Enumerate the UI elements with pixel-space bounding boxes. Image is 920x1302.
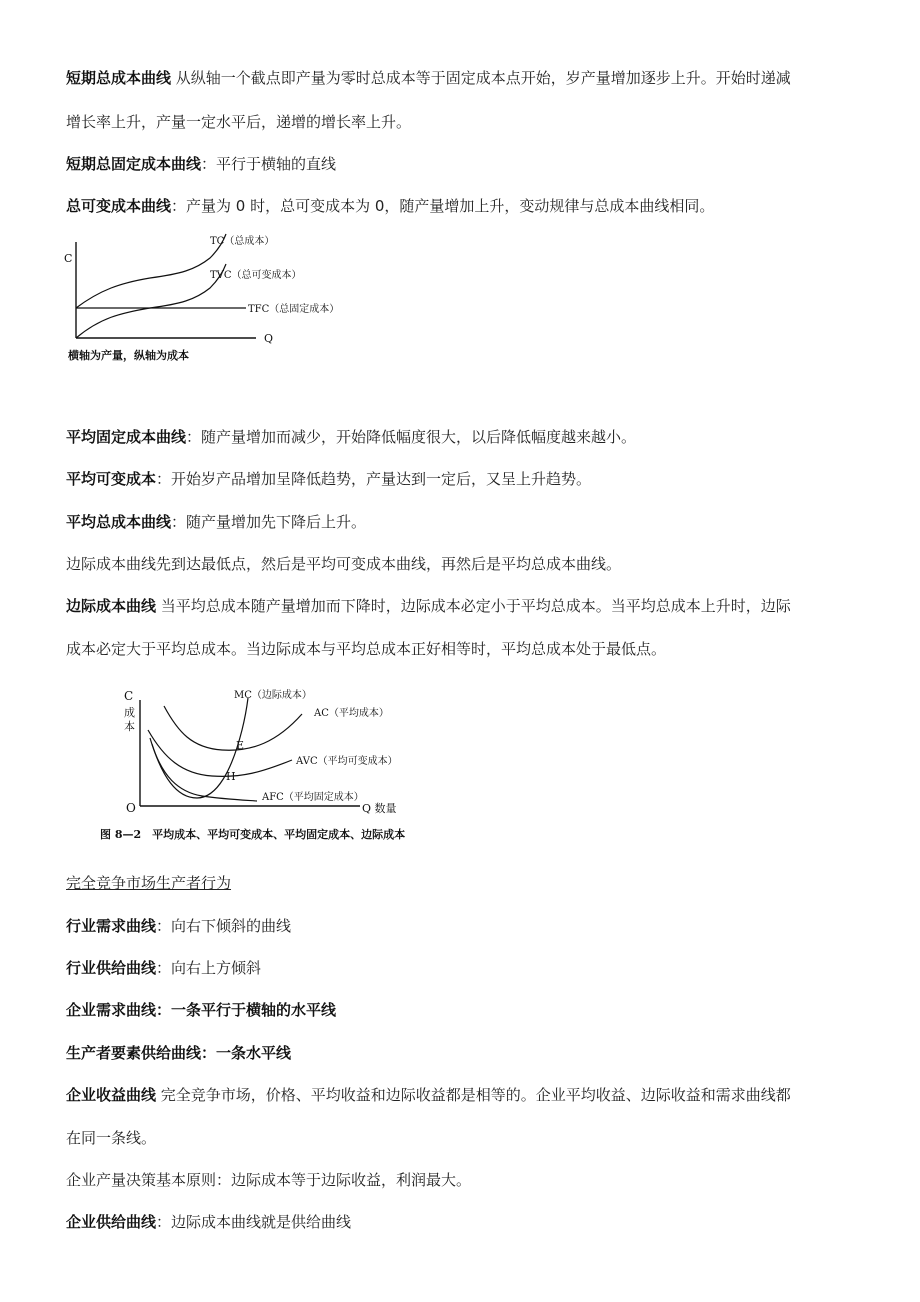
mc-text2: 成本必定大于平均总成本。当边际成本与平均总成本正好相等时，平均总成本处于最低点。 — [66, 640, 667, 658]
mc-order-text: 边际成本曲线先到达最低点，然后是平均可变成本曲线，再然后是平均总成本曲线。 — [66, 555, 622, 573]
fig2-ac-label: AC（平均成本） — [314, 708, 389, 719]
atc-text: ：随产量增加先下降后上升。 — [171, 513, 367, 531]
mc-text1: 当平均总成本随产量增加而下降时，边际成本必定小于平均总成本。当平均总成本上升时，边际 — [160, 597, 791, 615]
fig1-caption: 横轴为产量，纵轴为成本 — [68, 349, 189, 362]
avc-term: 平均可变成本 — [66, 470, 157, 488]
fig2-y-label-2: 本 — [124, 720, 135, 733]
stfc-paragraph — [66, 153, 336, 174]
firm-supply-text: ：边际成本曲线就是供给曲线 — [156, 1213, 352, 1231]
mc-paragraph-line1 — [66, 595, 791, 616]
atc-term: 平均总成本曲线 — [66, 513, 172, 531]
fig2-point-h: H — [226, 770, 236, 783]
firm-supply-term: 企业供给曲线 — [66, 1213, 157, 1231]
average-cost-figure — [92, 680, 432, 846]
fig2-afc-label: AFC（平均固定成本） — [262, 792, 364, 803]
fig2-y-label-1: 成 — [124, 706, 135, 719]
afc-curve — [152, 744, 257, 801]
fig2-point-e: E — [236, 739, 245, 752]
fig1-y-label: C — [64, 252, 73, 265]
mc-order-paragraph — [66, 553, 621, 574]
industry-supply-text: ：向右上方倾斜 — [156, 959, 262, 977]
average-cost-diagram — [92, 680, 432, 846]
tc-curve — [76, 234, 226, 308]
firm-demand-paragraph: 企业需求曲线：一条平行于横轴的水平线 — [66, 1001, 337, 1019]
atc-paragraph — [66, 511, 366, 532]
tvc-paragraph — [66, 195, 714, 216]
fig2-caption: 图 8—2 平均成本、平均可变成本、平均固定成本、边际成本 — [100, 828, 406, 841]
mc-paragraph-line2 — [66, 638, 666, 659]
afc-term: 平均固定成本曲线 — [66, 428, 187, 446]
fig2-x-label: Q 数量 — [362, 802, 397, 815]
revenue-paragraph-line2 — [66, 1127, 156, 1148]
mc-term: 边际成本曲线 — [66, 597, 157, 615]
mc-curve — [150, 698, 248, 798]
tvc-term: 总可变成本曲线 — [66, 197, 172, 215]
afc-paragraph — [66, 426, 636, 447]
stc-text1: 从纵轴一个截点即产量为零时总成本等于固定成本点开始，岁产量增加逐步上升。开始时递减 — [175, 69, 791, 87]
avc-curve — [148, 730, 292, 776]
fig2-mc-label: MC（边际成本） — [234, 690, 312, 701]
revenue-text2: 在同一条线。 — [66, 1129, 157, 1147]
avc-paragraph — [66, 468, 591, 489]
ac-curve — [164, 706, 302, 750]
tvc-text: ：产量为 0 时，总可变成本为 0，随产量增加上升，变动规律与总成本曲线相同。 — [171, 197, 715, 215]
fig1-tc-label: TC（总成本） — [210, 236, 275, 247]
stc-text2: 增长率上升，产量一定水平后，递增的增长率上升。 — [66, 113, 412, 131]
stc-term: 短期总成本曲线 — [66, 69, 172, 87]
industry-demand-term: 行业需求曲线 — [66, 917, 157, 935]
fig1-tvc-label: TVC（总可变成本） — [210, 270, 302, 281]
stfc-text: ：平行于横轴的直线 — [201, 155, 337, 173]
principle-paragraph: 企业产量决策基本原则：边际成本等于边际收益，利润最大。 — [66, 1171, 472, 1189]
stfc-term: 短期总固定成本曲线 — [66, 155, 202, 173]
factor-supply-paragraph: 生产者要素供给曲线：一条水平线 — [66, 1044, 292, 1062]
revenue-text1: 完全竞争市场，价格、平均收益和边际收益都是相等的。企业平均收益、边际收益和需求曲线都 — [160, 1086, 791, 1104]
afc-text: ：随产量增加而减少，开始降低幅度很大，以后降低幅度越来越小。 — [186, 428, 637, 446]
industry-supply-term: 行业供给曲线 — [66, 959, 157, 977]
total-cost-figure — [60, 228, 380, 368]
revenue-paragraph-line1 — [66, 1084, 791, 1105]
industry-demand-text: ：向右下倾斜的曲线 — [156, 917, 292, 935]
avc-text: ：开始岁产品增加呈降低趋势，产量达到一定后，又呈上升趋势。 — [156, 470, 592, 488]
industry-demand-paragraph — [66, 915, 291, 936]
stc-paragraph-line1 — [66, 67, 791, 88]
total-cost-diagram — [60, 228, 380, 368]
tvc-curve — [76, 264, 226, 338]
firm-supply-paragraph — [66, 1211, 351, 1232]
industry-supply-paragraph — [66, 957, 261, 978]
section-title: 完全竞争市场生产者行为 — [66, 874, 232, 892]
fig2-y-label-c: C — [124, 689, 134, 703]
revenue-term: 企业收益曲线 — [66, 1086, 157, 1104]
fig1-tfc-label: TFC（总固定成本） — [248, 304, 340, 315]
fig2-avc-label: AVC（平均可变成本） — [296, 756, 398, 767]
fig2-origin: O — [126, 801, 136, 815]
fig1-x-label: Q — [264, 332, 274, 345]
stc-paragraph-line2 — [66, 111, 411, 132]
